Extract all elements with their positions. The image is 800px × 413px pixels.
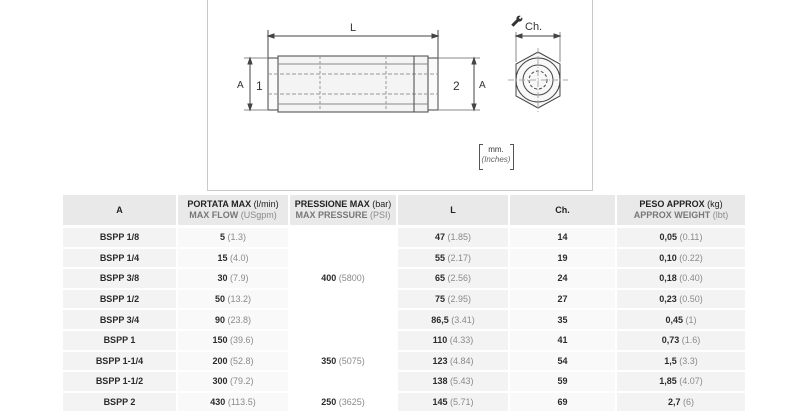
cell-length: 55 (2.17) <box>396 249 508 270</box>
cell-length: 75 (2.95) <box>396 290 508 311</box>
cell-wrench: 35 <box>508 310 615 331</box>
header-a: A <box>63 195 176 228</box>
cell-length: 65 (2.56) <box>396 269 508 290</box>
cell-weight: 0,18 (0.40) <box>615 269 745 290</box>
cell-wrench: 54 <box>508 352 615 373</box>
cell-flow: 90 (23.8) <box>176 310 288 331</box>
units-metric: mm. <box>488 145 504 154</box>
table-row <box>63 290 745 311</box>
table-row <box>63 352 745 373</box>
table-row <box>63 331 745 352</box>
diameter-label-left: A <box>237 80 244 91</box>
cell-weight: 0,73 (1.6) <box>615 331 745 352</box>
cell-a: BSPP 1-1/2 <box>63 372 176 393</box>
table-row <box>63 310 745 331</box>
table-row <box>63 393 745 413</box>
cell-weight: 0,23 (0.50) <box>615 290 745 311</box>
cell-flow: 30 (7.9) <box>176 269 288 290</box>
cell-a: BSPP 2 <box>63 393 176 413</box>
cell-a: BSPP 1/2 <box>63 290 176 311</box>
cell-flow: 300 (79.2) <box>176 372 288 393</box>
table-row <box>63 269 745 290</box>
spec-table <box>63 195 745 413</box>
header-wrench: Ch. <box>508 195 615 228</box>
table-row <box>63 249 745 270</box>
cell-a: BSPP 1-1/4 <box>63 352 176 373</box>
cell-pressure-group: 350 (5075) <box>288 331 396 393</box>
cell-flow: 5 (1.3) <box>176 228 288 249</box>
table-row <box>63 372 745 393</box>
table-header-row <box>63 195 745 228</box>
wrench-label: Ch. <box>525 21 543 33</box>
cell-a: BSPP 3/8 <box>63 269 176 290</box>
header-pressure: PRESSIONE MAX (bar) MAX PRESSURE (PSI) <box>288 195 396 228</box>
cell-length: 47 (1.85) <box>396 228 508 249</box>
cell-wrench: 24 <box>508 269 615 290</box>
units-imperial: (Inches) <box>481 155 511 164</box>
cell-weight: 0,45 (1) <box>615 310 745 331</box>
cell-weight: 0,05 (0.11) <box>615 228 745 249</box>
port-out-label: 2 <box>453 79 460 93</box>
cell-wrench: 69 <box>508 393 615 413</box>
cell-wrench: 59 <box>508 372 615 393</box>
cell-wrench: 41 <box>508 331 615 352</box>
valve-drawing-svg <box>208 0 592 190</box>
cell-flow: 150 (39.6) <box>176 331 288 352</box>
header-weight: PESO APPROX (kg) APPROX WEIGHT (lbt) <box>615 195 745 228</box>
cell-pressure-group: 400 (5800) <box>288 228 396 331</box>
cell-weight: 2,7 (6) <box>615 393 745 413</box>
cell-flow: 15 (4.0) <box>176 249 288 270</box>
cell-pressure-group: 250 (3625) <box>288 393 396 413</box>
cell-wrench: 14 <box>508 228 615 249</box>
cell-flow: 200 (52.8) <box>176 352 288 373</box>
wrench-icon <box>510 14 523 27</box>
cell-wrench: 27 <box>508 290 615 311</box>
cell-a: BSPP 1/4 <box>63 249 176 270</box>
cell-a: BSPP 1 <box>63 331 176 352</box>
cell-length: 110 (4.33) <box>396 331 508 352</box>
diameter-label-right: A <box>479 80 486 91</box>
cell-length: 86,5 (3.41) <box>396 310 508 331</box>
header-length: L <box>396 195 508 228</box>
cell-weight: 0,10 (0.22) <box>615 249 745 270</box>
cell-a: BSPP 3/4 <box>63 310 176 331</box>
cell-length: 138 (5.43) <box>396 372 508 393</box>
technical-drawing <box>207 0 593 191</box>
units-legend <box>479 144 513 165</box>
cell-length: 145 (5.71) <box>396 393 508 413</box>
cell-weight: 1,85 (4.07) <box>615 372 745 393</box>
cell-wrench: 19 <box>508 249 615 270</box>
length-label: L <box>350 22 357 34</box>
table-row <box>63 228 745 249</box>
cell-weight: 1,5 (3.3) <box>615 352 745 373</box>
cell-a: BSPP 1/8 <box>63 228 176 249</box>
port-in-label: 1 <box>256 79 263 93</box>
cell-length: 123 (4.84) <box>396 352 508 373</box>
header-flow: PORTATA MAX (l/min) MAX FLOW (USgpm) <box>176 195 288 228</box>
cell-flow: 50 (13.2) <box>176 290 288 311</box>
cell-flow: 430 (113.5) <box>176 393 288 413</box>
